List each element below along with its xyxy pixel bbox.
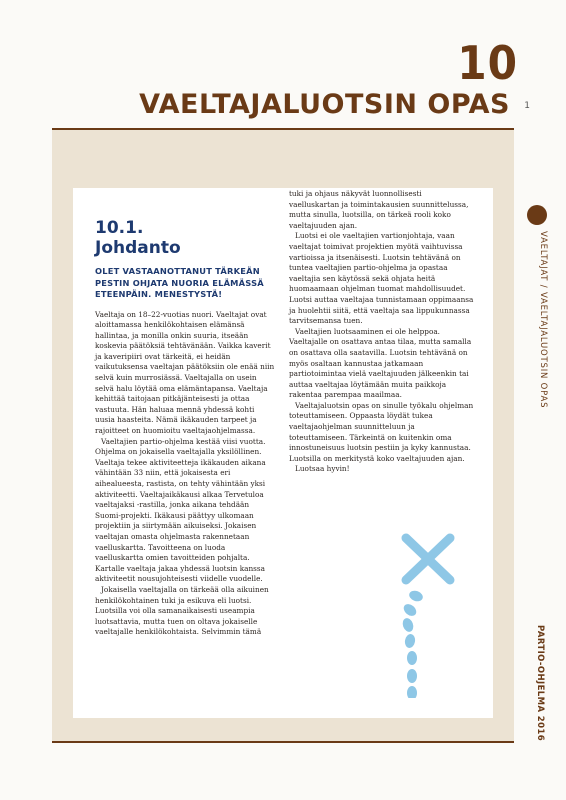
publication-footer: PARTIO-OHJELMA 2016: [535, 625, 545, 742]
paragraph: Vaeltajien partio-ohjelma kestää viisi vuotta. Ohjelma on jokaisella vaeltajalla yksilöllinen. Vaeltaja tekee aktiviteetteja ikäkauden aikana vähintään 33 niin, että jokaisesta eri aihealueesta, rastista, on tehty vähintään yksi aktiviteetti. Vaeltajaikäkausi alkaa Tervetuloa vaeltajaksi -rastilla, jonka aikana tehdään Suomi-projekti. Ikäkausi päättyy ulkomaan projektiin ja siirtymään aikuiseksi. Jokaisen vaeltajan omasta ohjelmasta rakennetaan vaelluskartta. Tavoitteena on luoda vaelluskartta omien tavoitteiden pohjalta. Kartalle vaeltaja jakaa yhdessä luotsin kanssa aktiviteetit nousujohteisesti viidelle vuodelle.: [95, 436, 266, 584]
lead-text: OLET VASTAANOTTANUT TÄRKEÄN PESTIN OHJATA NUORIA ELÄMÄSSÄ ETEENPÄIN. MENESTYSTÄ!: [95, 266, 264, 299]
paragraph: Vaeltajien luotsaaminen ei ole helppoa. Vaeltajalle on osattava antaa tilaa, mutta samalla on osattava olla saatavilla. Luotsin tehtävänä on myös osaltaan kannustaa jatkamaan partiotoimintaa vielä vaeltajuuden jälkeenkin tai auttaa vaeltajaa löytämään muita paikkoja rakentaa parempaa maailmaa.: [289, 326, 472, 400]
page-number: 1: [524, 101, 530, 111]
paragraph: tuki ja ohjaus näkyvät luonnollisesti vaelluskartan ja toimintakausien suunnittelussa, mutta sinulla, luotsilla, on tärkeä rooli koko vaeltajuuden ajan.: [289, 189, 469, 230]
closing-line: Luotsaa hyvin!: [295, 464, 350, 474]
section-label: VAELTAJAT / VAELTAJALUOTSIN OPAS: [538, 231, 548, 409]
section-dot-icon: [527, 205, 547, 225]
paragraph: Vaeltajaluotsin opas on sinulle työkalu ohjelman toteuttamiseen. Oppaasta löydät tukea vaeltajaohjelman suunnitteluun ja toteuttamiseen. Tärkeintä on kuitenkin oma innostuneisuus luotsin pestiin ja kyky kannustaa. Luotsilla on merkitystä koko vaeltajuuden ajan.: [289, 400, 474, 463]
treasure-map-x-icon: [370, 528, 470, 698]
bottom-divider: [52, 741, 514, 743]
section-number: 10.1.: [95, 218, 144, 238]
paragraph: Luotsi ei ole vaeltajien vartionjohtaja, vaan vaeltajat toimivat projektien myötä vaihtuvissa vartioissa ja itsenäisesti. Luotsin tehtävänä on tuntea vaeltajien partio-ohjelma ja opastaa vaeltajia sen käytössä sekä ohjata heitä huomaamaan ohjelman tuomat mahdollisuudet. Luotsi auttaa vaeltajaa tunnistamaan oppimaansa ja huolehtii siitä, että vaeltaja saa lippukunnassa tarvitsemansa tuen.: [289, 231, 474, 326]
article-left-column: [95, 218, 275, 638]
chapter-title: VAELTAJALUOTSIN OPAS: [139, 89, 510, 120]
section-title: Johdanto: [95, 238, 181, 258]
paragraph: Jokaisella vaeltajalla on tärkeää olla aikuinen henkilökohtainen tuki ja esikuva eli luotsi. Luotsilla voi olla samanaikaisesti useampia luotsattavia, mutta tuen on oltava jokaiselle vaeltajalle henkilökohtaista. Selvimmin tämä: [95, 584, 269, 637]
article-right-column: [289, 189, 474, 475]
paragraph: Vaeltaja on 18–22-vuotias nuori. Vaeltajat ovat aloittamassa henkilökohtaisen elämänsä hallintaa, ja monilla onkin suuria, itseään koskevia päätöksiä tehtävänään. Vaikka kaverit ja kaveripiiri ovat tärkeitä, ei heidän vaikutuksensa vaeltajan päätöksiin ole enää niin selvä kuin murrosiässä. Vaeltajalla on usein selvä halu löytää oma elämäntapansa. Vaeltaja kehittää taitojaan pitkäjänteisesti ja ottaa vastuuta. Hän haluaa mennä yhdessä kohti uusia haasteita. Nämä ikäkauden tarpeet ja rajoitteet on huomioitu vaeltajaohjelmassa.: [95, 309, 275, 436]
chapter-number: 10: [457, 36, 518, 90]
